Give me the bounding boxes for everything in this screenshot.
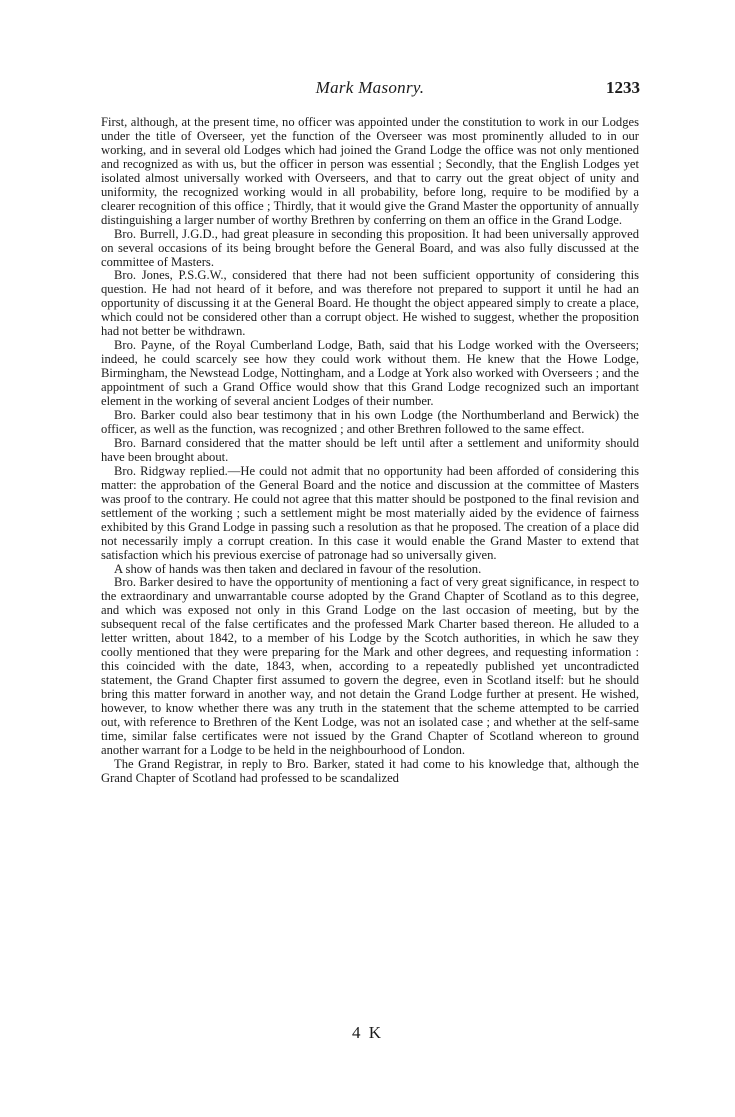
- paragraph-4: Bro. Payne, of the Royal Cumberland Lodge, Bath, said that his Lodge worked with the Overseers; indeed, he could scarcely see how they could work without them. He knew that the Howe Lodge, Birmingham, the Newstead Lodge, Nottingham, and a Lodge at York also worked with Overseers ; and the appointment of such a Grand Office would show that this Grand Lodge recognized such an important element in the working of several ancient Lodges of their number.: [101, 338, 639, 409]
- page-number: 1233: [606, 78, 640, 97]
- signature-mark: 4 K: [352, 1023, 384, 1042]
- paragraph-6: Bro. Barnard considered that the matter should be left until after a settlement and uniformity should have been brought about.: [101, 435, 639, 464]
- page-header: [100, 78, 640, 102]
- paragraph-8: A show of hands was then taken and declared in favour of the resolution.: [114, 561, 482, 576]
- running-title: Mark Masonry.: [315, 78, 425, 97]
- paragraph-5: Bro. Barker could also bear testimony that in his own Lodge (the Northumberland and Berwick) the officer, as well as the function, was recognized ; and other Brethren followed to the same effect.: [101, 408, 639, 436]
- paragraph-1: First, although, at the present time, no officer was appointed under the constitution to work in our Lodges under the title of Overseer, yet the function of the Overseer was most prominently alluded to in our working, and in several old Lodges which had joined the Grand Lodge the office was not only mentioned and recognized as with us, but the officer in person was essential ; Secondly, that the English Lodges yet isolated almost universally worked with Overseers, and that to carry out the great object of unity and uniformity, the recognized working would in all probability, before long, require to be modified by a clearer recognition of this office ; Thirdly, that it would give the Grand Master the opportunity of annually distinguishing a larger number of worthy Brethren by conferring on them an office in the Grand Lodge.: [101, 115, 639, 227]
- paragraph-9: Bro. Barker desired to have the opportunity of mentioning a fact of very great significance, in respect to the extraordinary and unwarrantable course adopted by the Grand Chapter of Scotland as to this degree, and which was exposed not only in this Grand Lodge on the last occasion of meeting, but by the subsequent recal of the false certificates and the professed Mark Charter based thereon. He alluded to a letter written, about 1842, to a member of his Lodge by the Scotch authorities, in which he saw they coolly mentioned that they were preparing for the Mark and other degrees, and requesting information : this coincided with the date, 1843, when, according to a repeatedly published yet uncontradicted statement, the Grand Chapter first assumed to govern the degree, even in Scotland itself: but he should bring this matter forward in another way, and not detain the Grand Lodge further at present. He wished, however, to know whether there was any truth in the statement that the scheme attempted to be carried out, with reference to Brethren of the Kent Lodge, was not an isolated case ; and whether at the self-same time, similar false certificates were not issued by the Grand Chapter of Scotland whereon to ground another warrant for a Lodge to be held in the neighbourhood of London.: [101, 575, 639, 757]
- paragraph-10: The Grand Registrar, in reply to Bro. Barker, stated it had come to his knowledge that, although the Grand Chapter of Scotland had professed to be scandalized: [101, 756, 639, 785]
- paragraph-3: Bro. Jones, P.S.G.W., considered that there had not been sufficient opportunity of considering this question. He had not heard of it before, and was therefore not prepared to support it until he had an opportunity of discussing it at the General Board. He thought the object appeared simply to create a place, which could not be considered other than a corrupt object. He wished to suggest, whether the proposition had not better be withdrawn.: [101, 268, 639, 339]
- paragraph-2: Bro. Burrell, J.G.D., had great pleasure in seconding this proposition. It had been universally approved on several occasions of its being brought before the General Board, and was also fully discussed at the committee of Masters.: [101, 226, 639, 269]
- article-body: [101, 116, 639, 786]
- paragraph-7: Bro. Ridgway replied.—He could not admit that no opportunity had been afforded of considering this matter: the approbation of the General Board and the notice and discussion at the committee of Masters was proof to the contrary. He could not agree that this matter should be postponed to the final revision and settlement of the working ; such a settlement might be most materially aided by the evidence of fairness exhibited by this Grand Lodge in passing such a resolution as that he proposed. The creation of a place did not necessarily imply a corrupt creation. In this case it would enable the Grand Master to extend that satisfaction which his previous exercise of patronage had so universally given.: [101, 463, 639, 562]
